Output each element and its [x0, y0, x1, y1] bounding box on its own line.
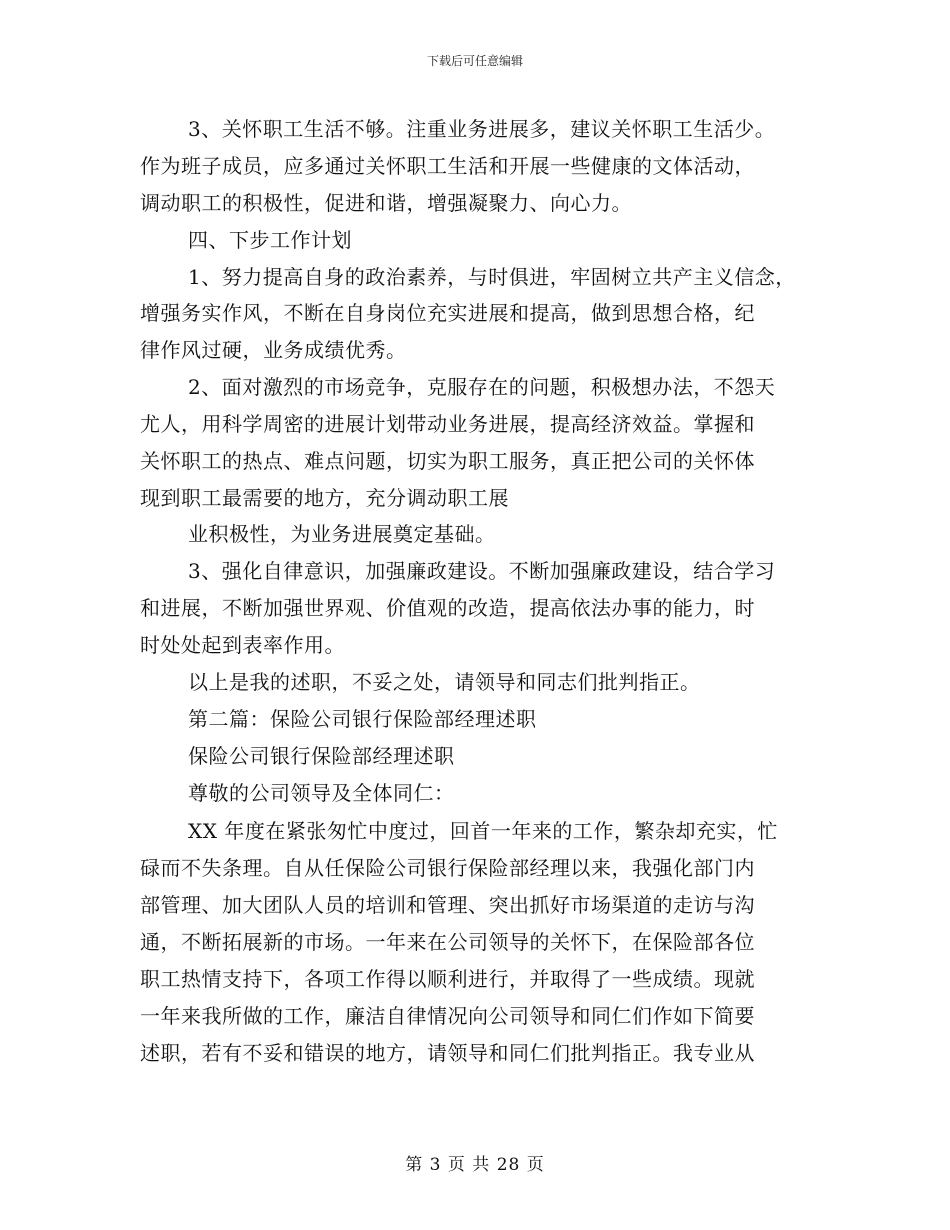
- text-line: 3、强化自律意识，加强廉政建设。不断加强廉政建设，结合学习: [188, 559, 776, 583]
- text-line: 和进展，不断加强世界观、价值观的改造，提高依法办事的能力，时: [140, 596, 755, 620]
- text-line: 职工热情支持下，各项工作得以顺利进行，并取得了一些成绩。现就: [140, 967, 755, 991]
- text-line: 一年来我所做的工作，廉洁自律情况向公司领导和同仁们作如下简要: [140, 1004, 755, 1028]
- text-line: XX 年度在紧张匆忙中度过，回首一年来的工作，繁杂却充实，忙: [188, 819, 778, 843]
- text-line: 碌而不失条理。自从任保险公司银行保险部经理以来，我强化部门内: [140, 856, 755, 880]
- text-line: 四、下步工作计划: [188, 228, 352, 252]
- text-line: 以上是我的述职，不妥之处，请领导和同志们批判指正。: [188, 670, 701, 694]
- text-line: 律作风过硬，业务成绩优秀。: [140, 338, 407, 362]
- salutation: 尊敬的公司领导及全体同仁：: [188, 781, 455, 805]
- text-line: 2、面对激烈的市场竞争，克服存在的问题，积极想办法，不怨天: [188, 375, 776, 399]
- text-line: 3、关怀职工生活不够。注重业务进展多，建议关怀职工生活少。: [188, 117, 776, 141]
- page-header: 下载后可任意编辑: [426, 54, 523, 68]
- section-heading: 第二篇：保险公司银行保险部经理述职: [188, 707, 537, 731]
- page-number-footer: 第 3 页 共 28 页: [405, 1155, 545, 1175]
- text-line: 述职，若有不妥和错误的地方，请领导和同仁们批判指正。我专业从: [140, 1041, 755, 1065]
- text-line: 时处处起到表率作用。: [140, 633, 345, 657]
- text-line: 现到职工最需要的地方，充分调动职工展: [140, 486, 509, 510]
- text-line: 部管理、加大团队人员的培训和管理、突出抓好市场渠道的走访与沟: [140, 893, 755, 917]
- text-line: 1、努力提高自身的政治素养，与时俱进，牢固树立共产主义信念，: [188, 265, 796, 289]
- text-line: 关怀职工的热点、难点问题，切实为职工服务，真正把公司的关怀体: [140, 449, 755, 473]
- text-line: 作为班子成员，应多通过关怀职工生活和开展一些健康的文体活动，: [140, 154, 755, 178]
- text-line: 通，不断拓展新的市场。一年来在公司领导的关怀下，在保险部各位: [140, 930, 755, 954]
- text-line: 业积极性，为业务进展奠定基础。: [188, 522, 496, 546]
- section-title: 保险公司银行保险部经理述职: [188, 744, 455, 768]
- text-line: 调动职工的积极性，促进和谐，增强凝聚力、向心力。: [140, 191, 632, 215]
- text-line: 增强务实作风，不断在自身岗位充实进展和提高，做到思想合格，纪: [140, 301, 755, 325]
- text-line: 尤人，用科学周密的进展计划带动业务进展，提高经济效益。掌握和: [140, 412, 755, 436]
